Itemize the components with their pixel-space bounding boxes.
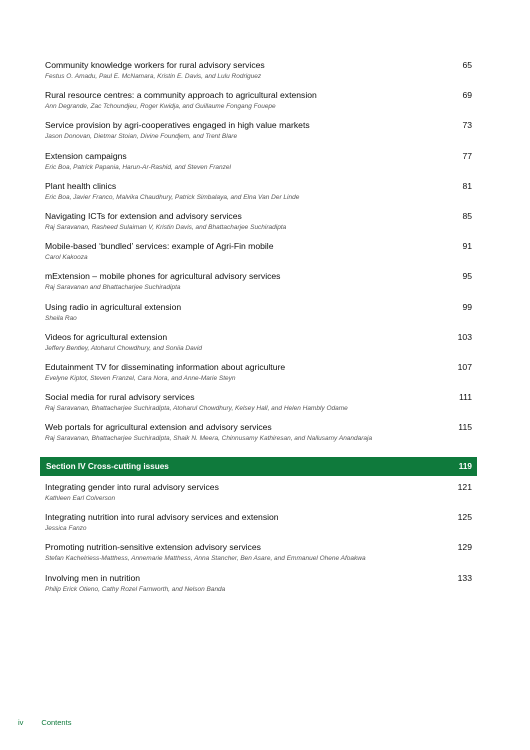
entry-authors: Philip Erick Otieno, Cathy Rozel Farnworth, and Nelson Banda [45,585,226,593]
toc-entry[interactable] [40,208,477,238]
entry-page-number: 65 [462,60,472,70]
section-title: Section IV Cross-cutting issues [46,462,169,471]
entry-authors: Carol Kakooza [45,254,88,262]
toc-entry[interactable] [40,359,477,389]
toc-entry[interactable] [40,87,477,117]
entry-page-number: 77 [462,150,472,161]
entry-title: Mobile-based ‘bundled’ services: example of Agri-Fin mobile [45,241,274,252]
entry-title: Plant health clinics [45,180,117,191]
footer-page-number: iv [18,718,24,727]
section-page-number: 119 [458,462,472,471]
entry-page-number: 91 [462,241,472,252]
entry-title: Web portals for agricultural extension and advisory services [45,422,272,433]
entry-authors: Raj Saravanan, Bhattacharjee Suchiradipta, Atoharul Chowdhury, Kelsey Hall, and Helen Hambly Odame [45,405,348,413]
toc-entry[interactable] [40,117,477,147]
entry-title: Rural resource centres: a community approach to agricultural extension [45,90,317,101]
toc-entry[interactable] [40,148,477,178]
toc-entry[interactable] [40,479,477,509]
toc-entry[interactable] [40,419,477,449]
entry-authors: Jeffery Bentley, Atoharul Chowdhury, and Soniia David [45,344,203,352]
entry-authors: Sheila Rao [45,314,77,322]
toc-entry[interactable] [40,539,477,569]
entry-page-number: 121 [457,482,472,492]
page-footer [18,718,71,727]
entry-page-number: 73 [462,120,472,131]
toc-entry[interactable] [40,299,477,329]
section-heading-bar[interactable] [40,457,477,476]
entry-title: Involving men in nutrition [45,572,141,583]
entry-authors: Raj Saravanan, Bhattacharjee Suchiradipta, Shaik N. Meera, Chinnusamy Kathiresan, and Nallusamy Anandaraja [45,435,373,443]
entry-title: Promoting nutrition-sensitive extension advisory services [45,542,261,553]
entry-authors: Eric Boa, Patrick Papania, Harun-Ar-Rashid, and Steven Franzel [45,163,231,171]
entry-authors: Eric Boa, Javier Franco, Malvika Chaudhury, Patrick Simbalaya, and Elna Van Der Linde [45,193,300,201]
toc-entry[interactable] [40,57,477,87]
entry-title: Extension campaigns [45,150,127,161]
entry-title: mExtension – mobile phones for agricultural advisory services [45,271,281,282]
entry-title: Using radio in agricultural extension [45,301,182,312]
entry-authors: Ann Degrande, Zac Tchoundjeu, Roger Kwidja, and Guillaume Fongang Fouepe [45,103,276,111]
footer-label: Contents [41,718,72,727]
entry-authors: Raj Saravanan, Rasheed Sulaiman V, Kristin Davis, and Bhattacharjee Suchiradipta [45,223,287,231]
entry-title: Social media for rural advisory services [45,392,195,403]
entry-authors: Jason Donovan, Dietmar Stoian, Divine Foundjem, and Trent Blare [45,133,238,141]
entry-authors: Evelyne Kiptot, Steven Franzel, Cara Nora, and Anne-Marie Steyn [45,374,236,382]
entry-title: Integrating nutrition into rural advisory services and extension [45,512,279,523]
toc-entry[interactable] [40,178,477,208]
entry-authors: Stefan Kachelriess-Matthess, Annemarie Matthess, Anna Stancher, Ben Asare, and Emmanuel Ohene Afoakwa [45,555,366,563]
entry-title: Videos for agricultural extension [45,331,168,342]
entry-page-number: 133 [457,572,472,583]
entry-title: Integrating gender into rural advisory services [45,482,219,492]
entry-authors: Jessica Fanzo [45,525,87,533]
entry-authors: Kathleen Earl Colverson [45,495,116,502]
toc-entry[interactable] [40,509,477,539]
toc-entry[interactable] [40,268,477,298]
toc-list [40,57,477,449]
entry-page-number: 111 [458,392,472,403]
entry-title: Community knowledge workers for rural advisory services [45,60,265,70]
entry-title: Service provision by agri-cooperatives engaged in high value markets [45,120,310,131]
entry-page-number: 69 [462,90,472,101]
entry-authors: Raj Saravanan and Bhattacharjee Suchiradipta [45,284,181,292]
toc-entry[interactable] [40,238,477,268]
entry-page-number: 115 [458,422,472,433]
toc-entry[interactable] [40,329,477,359]
entry-page-number: 85 [462,210,472,221]
toc-entry[interactable] [40,389,477,419]
entry-page-number: 129 [457,542,472,553]
entry-page-number: 95 [462,271,472,282]
entry-page-number: 107 [457,361,472,372]
toc-list-section-iv [40,479,477,600]
entry-page-number: 103 [457,331,472,342]
entry-title: Edutainment TV for disseminating information about agriculture [45,361,286,372]
entry-title: Navigating ICTs for extension and advisory services [45,210,242,221]
entry-authors: Festus O. Amadu, Paul E. McNamara, Kristin E. Davis, and Lulu Rodriguez [45,73,262,80]
entry-page-number: 99 [462,301,472,312]
toc-entry[interactable] [40,570,477,600]
entry-page-number: 125 [457,512,472,523]
entry-page-number: 81 [462,180,472,191]
